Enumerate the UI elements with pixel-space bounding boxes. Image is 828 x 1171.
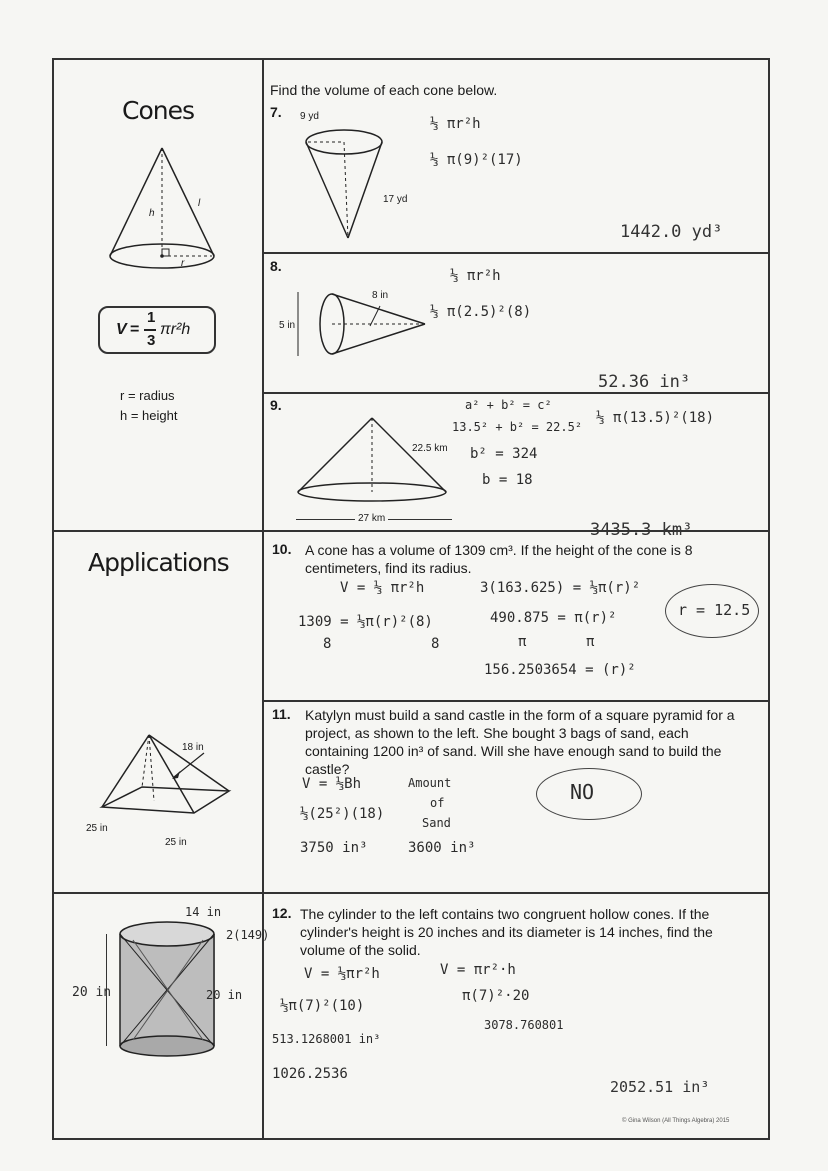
formula-v: V [116,321,127,338]
problem-11-work-7: 3600 in³ [408,840,476,856]
row-divider [264,392,770,394]
problem-12-number: 12. [272,905,292,921]
problem-10-work-3: 8 [323,636,332,652]
problem-12-work-6: π(7)²·20 [462,988,530,1004]
pyramid-label-height: 18 in [182,742,204,753]
cone-height-label: 20 in [206,988,243,1002]
problem-7-number: 7. [270,104,282,120]
column-divider [262,58,264,1140]
cylinder-diameter-label: 14 in [185,905,222,919]
problem-11-work-1: V = ⅓Bh [302,776,362,792]
problem-8-work-1: ⅓ πr²h [450,268,501,284]
height-definition: h = height [120,408,178,423]
section-divider [52,892,770,894]
formula-pi-r2h: πr²h [160,321,191,338]
formula-equals: = [130,321,140,338]
problem-11-work-2: ⅓(25²)(18) [300,806,385,822]
problem-11-work-4: Amount [408,776,452,790]
problem-9-work-1: a² + b² = c² [465,398,552,412]
problem-9-cone [294,418,454,502]
problem-11-work-6: Sand [422,816,451,830]
problem-12-answer: 2052.51 in³ [610,1078,710,1096]
problem-8-height-label: 8 in [372,290,389,301]
problem-12-work-5: V = πr²·h [440,962,516,978]
problem-8-diameter-label: 5 in [279,320,296,331]
slant-work-label: 2(149) [226,928,270,942]
problem-12-work-3: 513.1268001 in³ [272,1032,381,1046]
problem-10-answer: r = 12.5 [678,601,751,619]
row-divider [264,700,770,702]
radius-definition: r = radius [120,388,175,403]
problem-8-number: 8. [270,258,282,274]
problem-7-cone [300,128,390,243]
problem-11-work-5: of [430,796,445,810]
problem-9-work-4: b = 18 [482,472,533,488]
problem-9-answer: 3435.3 km³ [590,520,693,540]
formula-numerator: 1 [147,309,156,326]
pyramid-label-base: 25 in [165,837,187,848]
problem-12-work-4: 1026.2536 [272,1066,348,1082]
pyramid-label-side: 25 in [86,823,108,834]
problem-9-work-3: b² = 324 [470,446,538,462]
problem-8-work-2: ⅓ π(2.5)²(8) [430,304,532,320]
cone-label-h: h [149,208,155,219]
problem-10-work-6: 490.875 = π(r)² [490,610,617,626]
problem-10-text: A cone has a volume of 1309 cm³. If the height of the cone is 8 centimeters, find its radius. [305,542,693,576]
cone-diagram [100,148,230,278]
problem-7-work-1: ⅓ πr²h [430,116,481,132]
cone-label-l: l [198,198,201,209]
problem-12-work-2: ⅓π(7)²(10) [280,998,365,1014]
problem-9-work-2: 13.5² + b² = 22.5² [452,420,583,434]
problem-10-work-9: 156.2503654 = (r)² [484,662,636,678]
problem-10-work-2: 1309 = ⅓π(r)²(8) [298,614,433,630]
problem-11-work-3: 3750 in³ [300,840,368,856]
problem-9-work-5: ⅓ π(13.5)²(18) [596,410,715,426]
problem-7-height-label: 17 yd [383,194,408,205]
problem-10-work-7: π [518,634,527,650]
problem-9-diameter-label: 27 km [355,513,388,524]
pyramid-diagram [94,735,244,845]
problem-12-work-1: V = ⅓πr²h [304,966,380,982]
problem-12-text: The cylinder to the left contains two congruent hollow cones. If the cylinder's height is 20 inches and its diameter is 14 inches, find the volume of the solid. [300,906,713,958]
fraction-bar [144,329,156,331]
problem-10-work-1: V = ⅓ πr²h [340,580,425,596]
problem-7-radius-label: 9 yd [300,111,319,122]
problem-10-number: 10. [272,541,292,557]
problem-9-slant-label: 22.5 km [412,443,448,454]
problem-9-number: 9. [270,397,282,413]
copyright-footer: © Gina Wilson (All Things Algebra) 2015 [622,1118,730,1124]
problem-12-work-7: 3078.760801 [484,1018,564,1032]
instructions: Find the volume of each cone below. [270,82,498,98]
problem-10-work-8: π [586,634,595,650]
problem-7-answer: 1442.0 yd³ [620,222,723,242]
formula-box [98,306,216,354]
problem-10-work-5: 3(163.625) = ⅓π(r)² [480,580,641,596]
section-title-cones: Cones [122,96,195,125]
row-divider [264,252,770,254]
formula-denominator: 3 [147,332,156,349]
cone-label-r: r [181,258,185,269]
problem-10-work-4: 8 [431,636,440,652]
problem-11-number: 11. [272,706,291,722]
section-title-applications: Applications [88,548,229,577]
cylinder-height-label: 20 in [72,985,112,1000]
problem-8-answer: 52.36 in³ [598,372,691,392]
problem-11-answer: NO [570,780,595,804]
problem-8-cone [290,292,430,362]
problem-7-work-2: ⅓ π(9)²(17) [430,152,523,168]
problem-11-text: Katylyn must build a sand castle in the form of a square pyramid for a project, as shown to the left. She bought 3 bags of sand, each containing 1200 in³ of sand. Will she have enough sand to build the castle? [305,707,735,777]
